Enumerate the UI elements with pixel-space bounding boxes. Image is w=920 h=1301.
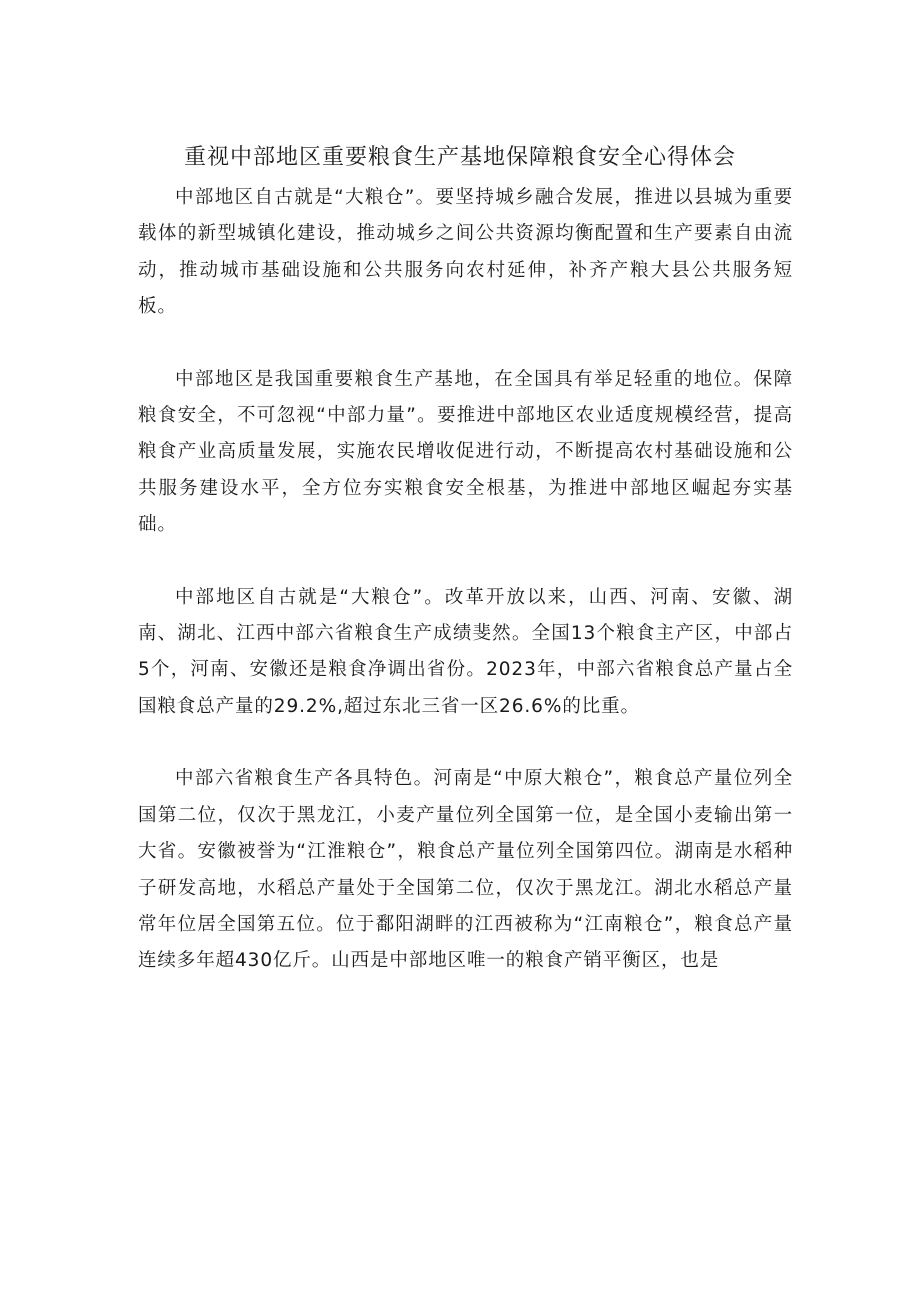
paragraph-4: 中部六省粮食生产各具特色。河南是“中原大粮仓”，粮食总产量位列全国第二位，仅次于黑龙江，小麦产量位列全国第一位，是全国小麦输出第一大省。安徽被誉为“江淮粮仓”，粮食总产量位列全国第四位。湖南是水稻种子研发高地，水稻总产量处于全国第二位，仅次于黑龙江。湖北水稻总产量常年位居全国第五位。位于鄱阳湖畔的江西被称为“江南粮仓”，粮食总产量连续多年超430亿斤。山西是中部地区唯一的粮食产销平衡区，也是 (138, 768, 793, 972)
paragraph-2: 中部地区是我国重要粮食生产基地，在全国具有举足轻重的地位。保障粮食安全，不可忽视“中部力量”。要推进中部地区农业适度规模经营，提高粮食产业高质量发展，实施农民增收促进行动，不断提高农村基础设施和公共服务建设水平，全方位夯实粮食安全根基，为推进中部地区崛起夯实基础。 (138, 368, 793, 536)
paragraph-1: 中部地区自古就是“大粮仓”。要坚持城乡融合发展，推进以县城为重要载体的新型城镇化建设，推动城乡之间公共资源均衡配置和生产要素自由流动，推动城市基础设施和公共服务向农村延伸，补齐产粮大县公共服务短板。 (138, 187, 793, 318)
document-title: 重视中部地区重要粮食生产基地保障粮食安全心得体会 (183, 145, 736, 170)
paragraph-3: 中部地区自古就是“大粮仓”。改革开放以来，山西、河南、安徽、湖南、湖北、江西中部六省粮食生产成绩斐然。全国13个粮食主产区，中部占5个，河南、安徽还是粮食净调出省份。2023年，中部六省粮食总产量占全国粮食总产量的29.2%,超过东北三省一区26.6%的比重。 (138, 586, 793, 717)
document-body (138, 180, 793, 1016)
